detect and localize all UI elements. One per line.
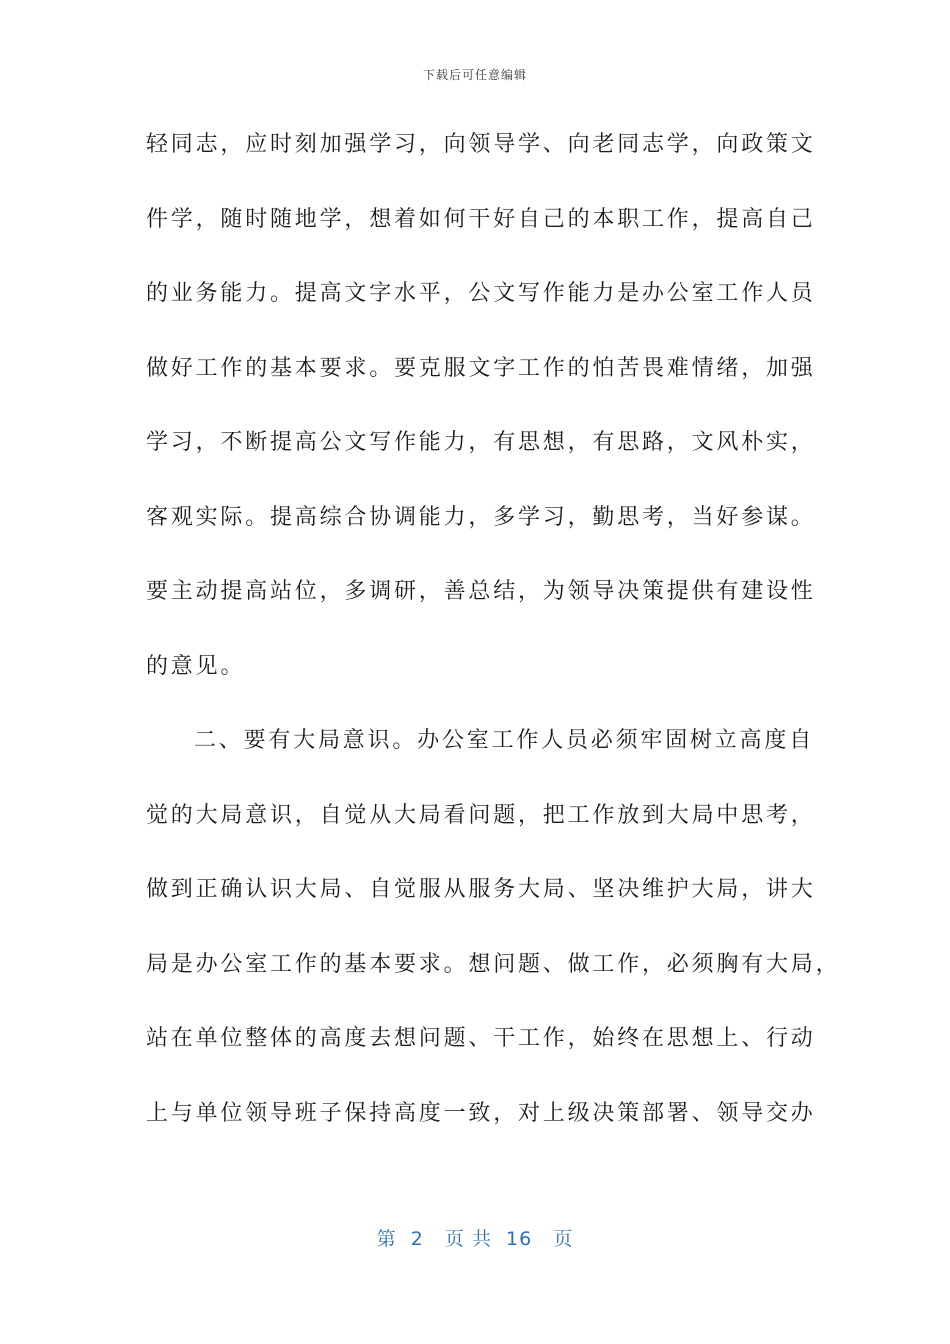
page-indicator: 第 2 页 共 16 页 bbox=[376, 1228, 574, 1250]
text-line: 局是办公室工作的基本要求。想问题、做工作，必须胸有大局， bbox=[146, 951, 841, 977]
text-line: 的业务能力。提高文字水平，公文写作能力是办公室工作人员 bbox=[146, 281, 816, 306]
text-line: 学习，不断提高公文写作能力，有思想，有思路，文风朴实， bbox=[146, 430, 816, 455]
text-line: 件学，随时随地学，想着如何干好自己的本职工作，提高自己 bbox=[146, 206, 816, 232]
text-line: 做到正确认识大局、自觉服从服务大局、坚决维护大局，讲大 bbox=[146, 877, 816, 902]
header-note: 下载后可任意编辑 bbox=[422, 68, 527, 82]
paragraph-start-line: 二、要有大局意识。办公室工作人员必须牢固树立高度自 bbox=[194, 728, 815, 753]
text-line: 觉的大局意识，自觉从大局看问题，把工作放到大局中思考， bbox=[146, 802, 816, 828]
text-line: 上与单位领导班子保持高度一致，对上级决策部署、领导交办 bbox=[146, 1100, 816, 1126]
text-line: 的意见。 bbox=[146, 653, 246, 679]
text-line: 站在单位整体的高度去想问题、干工作，始终在思想上、行动 bbox=[146, 1026, 816, 1051]
text-line: 客观实际。提高综合协调能力，多学习，勤思考，当好参谋。 bbox=[146, 504, 816, 530]
text-line: 轻同志，应时刻加强学习，向领导学、向老同志学，向政策文 bbox=[146, 132, 816, 157]
text-line: 要主动提高站位，多调研，善总结，为领导决策提供有建设性 bbox=[146, 579, 816, 604]
document-body bbox=[146, 122, 841, 1165]
text-line: 做好工作的基本要求。要克服文字工作的怕苦畏难情绪，加强 bbox=[146, 355, 816, 381]
